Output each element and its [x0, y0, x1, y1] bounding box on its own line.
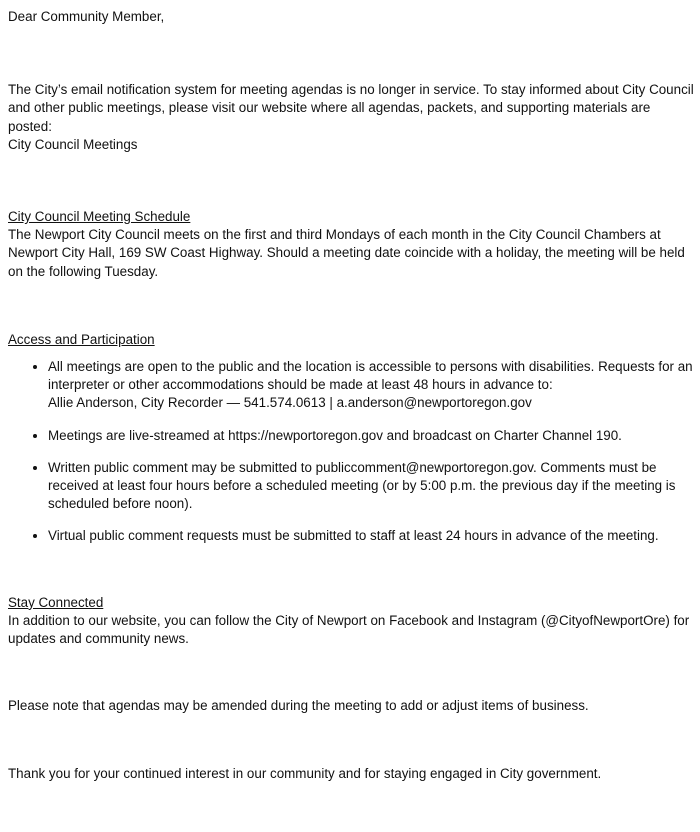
list-item [48, 427, 696, 445]
schedule-heading: City Council Meeting Schedule [8, 209, 191, 225]
closing-thanks: Thank you for your continued interest in our community and for staying engaged in City government. [8, 766, 602, 782]
list-item [48, 459, 696, 514]
city-council-meetings-link[interactable]: City Council Meetings [8, 136, 138, 152]
intro-paragraph: The City’s email notification system for meeting agendas is no longer in service. To stay informed about City Council and other public meetings, please visit our website where all agendas, packets, and supporting materials are posted: [8, 82, 694, 134]
recorder-contact: Allie Anderson, City Recorder — 541.574.0613 | a.anderson@newportoregon.gov [48, 395, 532, 411]
schedule-paragraph: The Newport City Council meets on the first and third Mondays of each month in the City Council Chambers at Newport City Hall, 169 SW Coast Highway. Should a meeting date coincide with a holiday, the meeting will be held on the following Tuesday. [8, 227, 685, 279]
list-item [48, 358, 696, 413]
list-item-text: Meetings are live-streamed at https://newportoregon.gov and broadcast on Charter Channel 190. [48, 427, 622, 443]
agenda-note: Please note that agendas may be amended during the meeting to add or adjust items of business. [8, 698, 589, 714]
connected-heading: Stay Connected [8, 594, 104, 610]
access-list [8, 358, 696, 546]
list-item [48, 527, 696, 545]
email-body [8, 8, 696, 784]
connected-paragraph: In addition to our website, you can follow the City of Newport on Facebook and Instagram (@CityofNewportOre) for updates and community news. [8, 612, 690, 647]
list-item-text: Virtual public comment requests must be submitted to staff at least 24 hours in advance of the meeting. [48, 528, 659, 544]
list-item-text: All meetings are open to the public and the location is accessible to persons with disabilities. Requests for an interpreter or other accommodations should be made at least 48 hours in advance to: [48, 359, 693, 393]
list-item-text: Written public comment may be submitted to publiccomment@newportoregon.gov. Comments must be received at least four hours before a scheduled meeting (or by 5:00 p.m. the previous day if the meeting is scheduled before noon). [48, 459, 676, 512]
access-heading: Access and Participation [8, 331, 155, 347]
greeting: Dear Community Member, [8, 9, 165, 24]
